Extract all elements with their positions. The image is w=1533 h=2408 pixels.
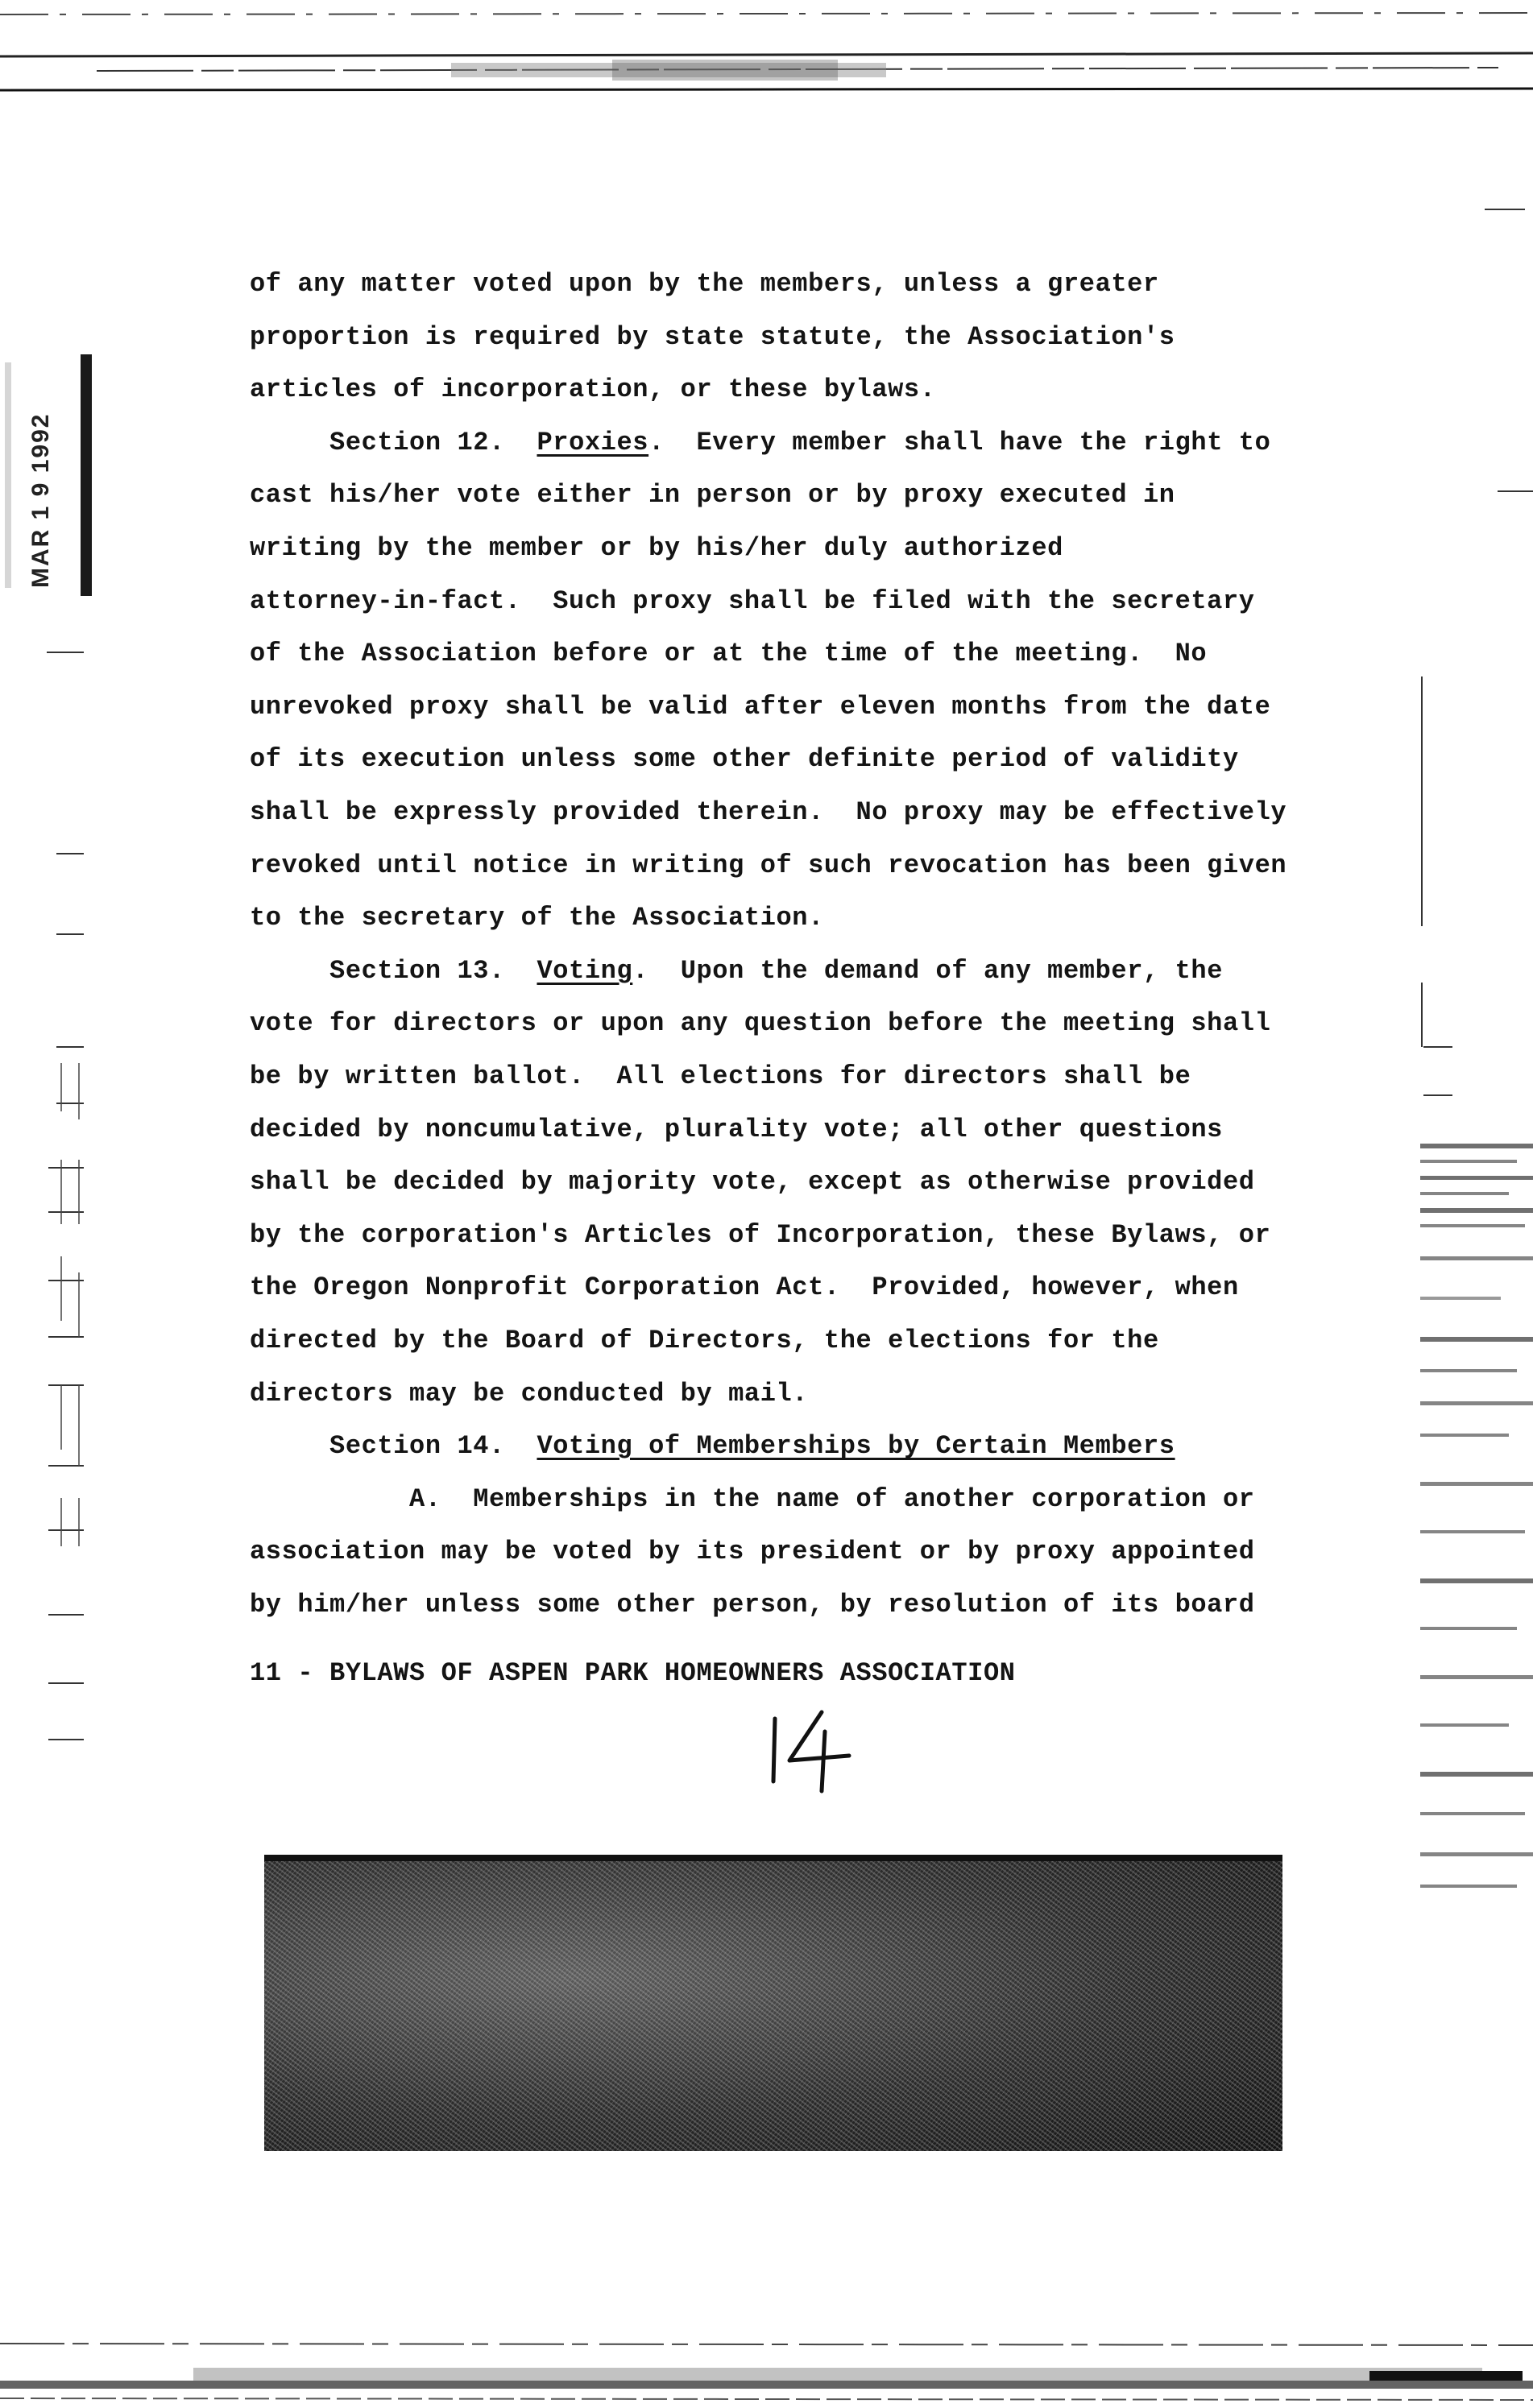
text-line: of any matter voted upon by the members, unless a greater bbox=[250, 269, 1159, 299]
text-line: directed by the Board of Directors, the elections for the bbox=[250, 1326, 1159, 1355]
page-footer: 11 - BYLAWS OF ASPEN PARK HOMEOWNERS ASSOCIATION bbox=[250, 1658, 1016, 1688]
text-line: shall be decided by majority vote, except as otherwise provided bbox=[250, 1167, 1255, 1198]
section-heading: Voting of Memberships by Certain Members bbox=[537, 1431, 1175, 1462]
text-line: articles of incorporation, or these bylaws. bbox=[250, 374, 936, 405]
handwritten-page-number bbox=[765, 1707, 862, 1796]
text-line: of the Association before or at the time of the meeting. No bbox=[250, 639, 1208, 669]
text-line: of its execution unless some other definite period of validity bbox=[250, 744, 1239, 775]
text-line: be by written ballot. All elections for directors shall be bbox=[250, 1061, 1191, 1091]
text-line: revoked until notice in writing of such revocation has been given bbox=[250, 850, 1287, 880]
text-line bbox=[250, 1430, 1175, 1463]
section-number: Section 14. bbox=[250, 1431, 537, 1462]
text-line: shall be expressly provided therein. No proxy may be effectively bbox=[250, 797, 1287, 827]
text-line: directors may be conducted by mail. bbox=[250, 1378, 809, 1409]
text-line: vote for directors or upon any question before the meeting shall bbox=[250, 1008, 1271, 1039]
section-number: Section 12. bbox=[250, 427, 537, 457]
scan-artifact-top bbox=[0, 0, 1533, 129]
text-line: attorney-in-fact. Such proxy shall be filed with the secretary bbox=[250, 585, 1255, 616]
text-line: the Oregon Nonprofit Corporation Act. Provided, however, when bbox=[250, 1272, 1239, 1303]
text-line bbox=[250, 955, 1223, 987]
text-line: proportion is required by state statute, the Association's bbox=[250, 321, 1175, 352]
section-heading: Voting bbox=[537, 955, 633, 986]
text-line: decided by noncumulative, plurality vote; all other questions bbox=[250, 1114, 1223, 1144]
scan-noise-block bbox=[264, 1855, 1282, 2151]
section-heading: Proxies bbox=[537, 427, 649, 457]
text-line: A. Memberships in the name of another corporation or bbox=[250, 1483, 1255, 1514]
text-line: to the secretary of the Association. bbox=[250, 903, 824, 933]
text-line: writing by the member or by his/her duly authorized bbox=[250, 533, 1063, 563]
section-number: Section 13. bbox=[250, 955, 537, 986]
section-text: . Upon the demand of any member, the bbox=[632, 955, 1224, 986]
section-text: . Every member shall have the right to bbox=[648, 427, 1271, 457]
text-line bbox=[250, 427, 1270, 459]
text-line: association may be voted by its president or by proxy appointed bbox=[250, 1537, 1255, 1567]
scan-artifact-left-margin bbox=[0, 129, 97, 1820]
text-line: unrevoked proxy shall be valid after eleven months from the date bbox=[250, 691, 1271, 722]
text-line: by him/her unless some other person, by resolution of its board bbox=[250, 1590, 1255, 1620]
text-line: cast his/her vote either in person or by proxy executed in bbox=[250, 480, 1175, 511]
scan-artifact-bottom bbox=[0, 2336, 1533, 2408]
scan-artifact-right-margin bbox=[1420, 113, 1533, 1925]
stamp-date: MAR 1 9 1992 bbox=[27, 412, 54, 588]
text-line: by the corporation's Articles of Incorporation, these Bylaws, or bbox=[250, 1219, 1271, 1250]
